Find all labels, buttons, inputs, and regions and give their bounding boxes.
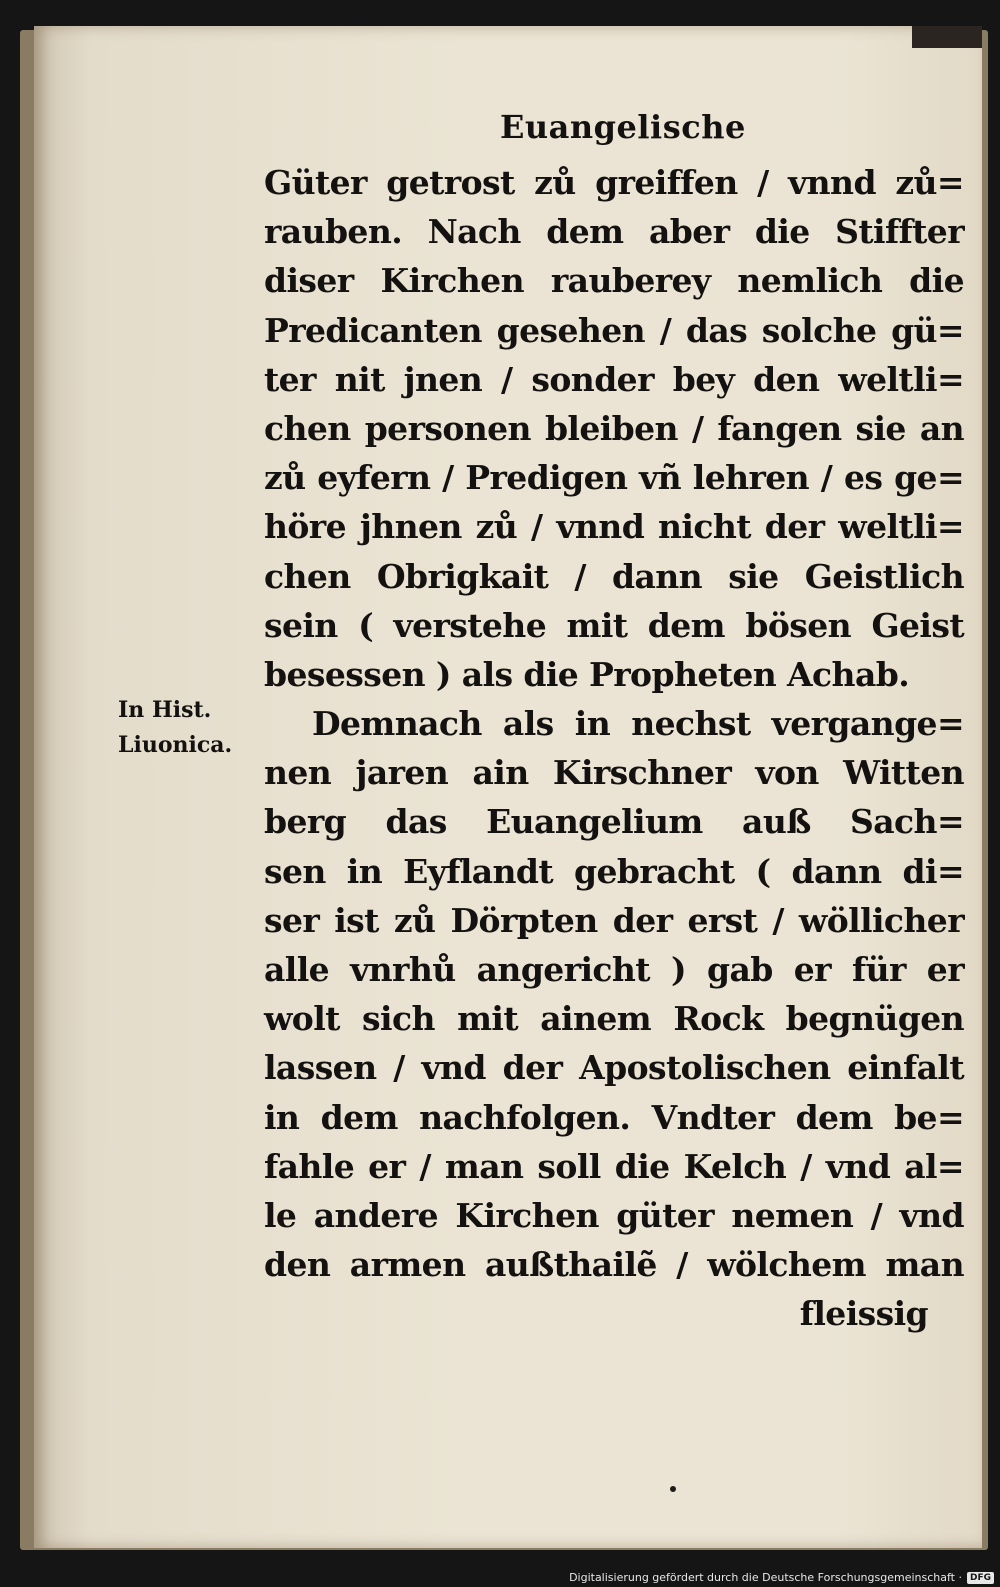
text-line: alle vnrhů angericht ) gab er für er [264, 950, 964, 989]
marginal-note-line-2: Liuonica. [118, 732, 233, 758]
text-line: sein ( verstehe mit dem bösen Geist [264, 605, 964, 645]
text-line: höre jhnen zů / vnnd nicht der weltli= [264, 507, 964, 547]
body-text [264, 158, 964, 1339]
text-line: chen Obrigkait / dann sie Geistlich [264, 556, 964, 596]
text-line: nen jaren ain Kirschner von Witten [264, 753, 964, 793]
text-line: wolt sich mit ainem Rock begnügen [264, 999, 964, 1039]
text-line: berg das Euangelium auß Sach= [264, 802, 964, 842]
dfg-logo-icon: DFG [967, 1572, 994, 1584]
catchword: fleissig [799, 1294, 928, 1334]
text-line: ser ist zů Dörpten der erst / wöllicher [264, 900, 964, 940]
page-corner-shadow [912, 26, 982, 48]
marginal-note-line-1: In Hist. [118, 697, 212, 723]
text-line: Demnach als in nechst vergange= [312, 704, 964, 744]
text-line: zů eyfern / Predigen vñ lehren / es ge= [264, 458, 964, 498]
signature-dot [670, 1486, 676, 1492]
text-line: rauben. Nach dem aber die Stiffter [264, 212, 964, 252]
text-line: lassen / vnd der Apostolischen einfalt [264, 1048, 964, 1088]
digitization-footer [569, 1571, 994, 1584]
text-line: le andere Kirchen güter nemen / vnd [264, 1195, 964, 1235]
text-line: Predicanten gesehen / das solche gü= [264, 310, 964, 350]
text-line: den armen außthailẽ / wölchem man [264, 1245, 964, 1285]
text-line: Güter getrost zů greiffen / vnnd zů= [264, 163, 964, 202]
text-line: besessen ) als die Propheten Achab. [264, 654, 910, 694]
running-head: Euangelische [500, 108, 746, 146]
text-line: chen personen bleiben / fangen sie an [264, 408, 964, 448]
text-line: ter nit jnen / sonder bey den weltli= [264, 359, 964, 399]
text-line: fahle er / man soll die Kelch / vnd al= [264, 1146, 964, 1186]
text-line: in dem nachfolgen. Vndter dem be= [264, 1097, 964, 1137]
text-line: diser Kirchen rauberey nemlich die [264, 261, 964, 301]
footer-credit: Digitalisierung gefördert durch die Deutsche Forschungsgemeinschaft · [569, 1571, 962, 1584]
text-line: sen in Eyflandt gebracht ( dann di= [264, 851, 964, 891]
